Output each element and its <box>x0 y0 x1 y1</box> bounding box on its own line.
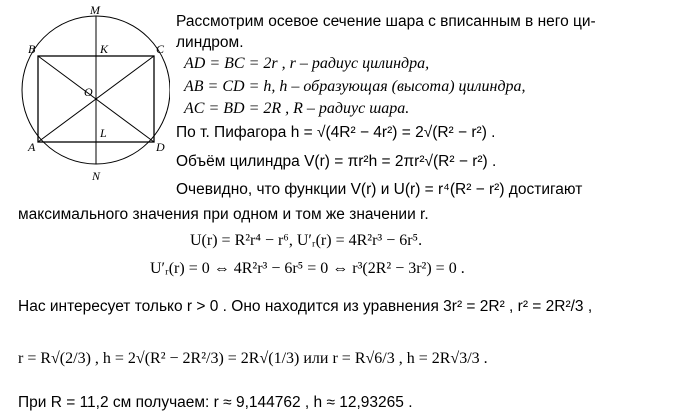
text-line-14: При R = 11,2 см получаем: r ≈ 9,144762 , h ≈ 12,93265 . <box>18 394 413 411</box>
text-line-6: По т. Пифагора h = √(4R² − 4r²) = 2√(R² − r²) . <box>176 124 496 141</box>
label-b: B <box>28 42 36 56</box>
sphere-cylinder-figure <box>0 0 170 185</box>
text-line-2: линдром. <box>176 34 244 51</box>
label-m: M <box>90 3 100 17</box>
text-line-13: r = R√(2/3) , h = 2√(R² − 2R²/3) = 2R√(1/3) или r = R√6/3 , h = 2R√3/3 . <box>18 350 488 367</box>
text-line-12: Нас интересует только r > 0 . Оно находится из уравнения 3r² = 2R² , r² = 2R²/3 , <box>18 298 593 315</box>
text-line-11: U′ᵣ(r) = 0 ⇔ 4R²r³ − 6r⁵ = 0 ⇔ r³(2R² − 3r²) = 0 . <box>150 260 465 277</box>
text-line-1: Рассмотрим осевое сечение шара с вписанным в него ци- <box>176 13 596 30</box>
label-n: N <box>92 169 101 183</box>
label-a: A <box>28 140 36 154</box>
label-k: K <box>100 42 109 56</box>
text-line-5: AC = BD = 2R , R – радиус шара. <box>184 100 410 117</box>
text-line-7: Объём цилиндра V(r) = πr²h = 2πr²√(R² − r²) . <box>176 153 497 170</box>
label-l: L <box>100 126 107 140</box>
label-o: O <box>84 85 93 99</box>
label-c: C <box>156 42 165 56</box>
label-d: D <box>156 140 165 154</box>
text-line-8: Очевидно, что функции V(r) и U(r) = r⁴(R² − r²) достигают <box>176 181 583 198</box>
text-line-3: AD = BC = 2r , r – радиус цилиндра, <box>184 55 430 72</box>
text-line-9: максимального значения при одном и том же значении r. <box>18 206 429 223</box>
text-line-4: AB = CD = h, h – образующая (высота) цилиндра, <box>184 78 526 95</box>
text-line-10: U(r) = R²r⁴ − r⁶, U′ᵣ(r) = 4R²r³ − 6r⁵. <box>190 232 423 249</box>
